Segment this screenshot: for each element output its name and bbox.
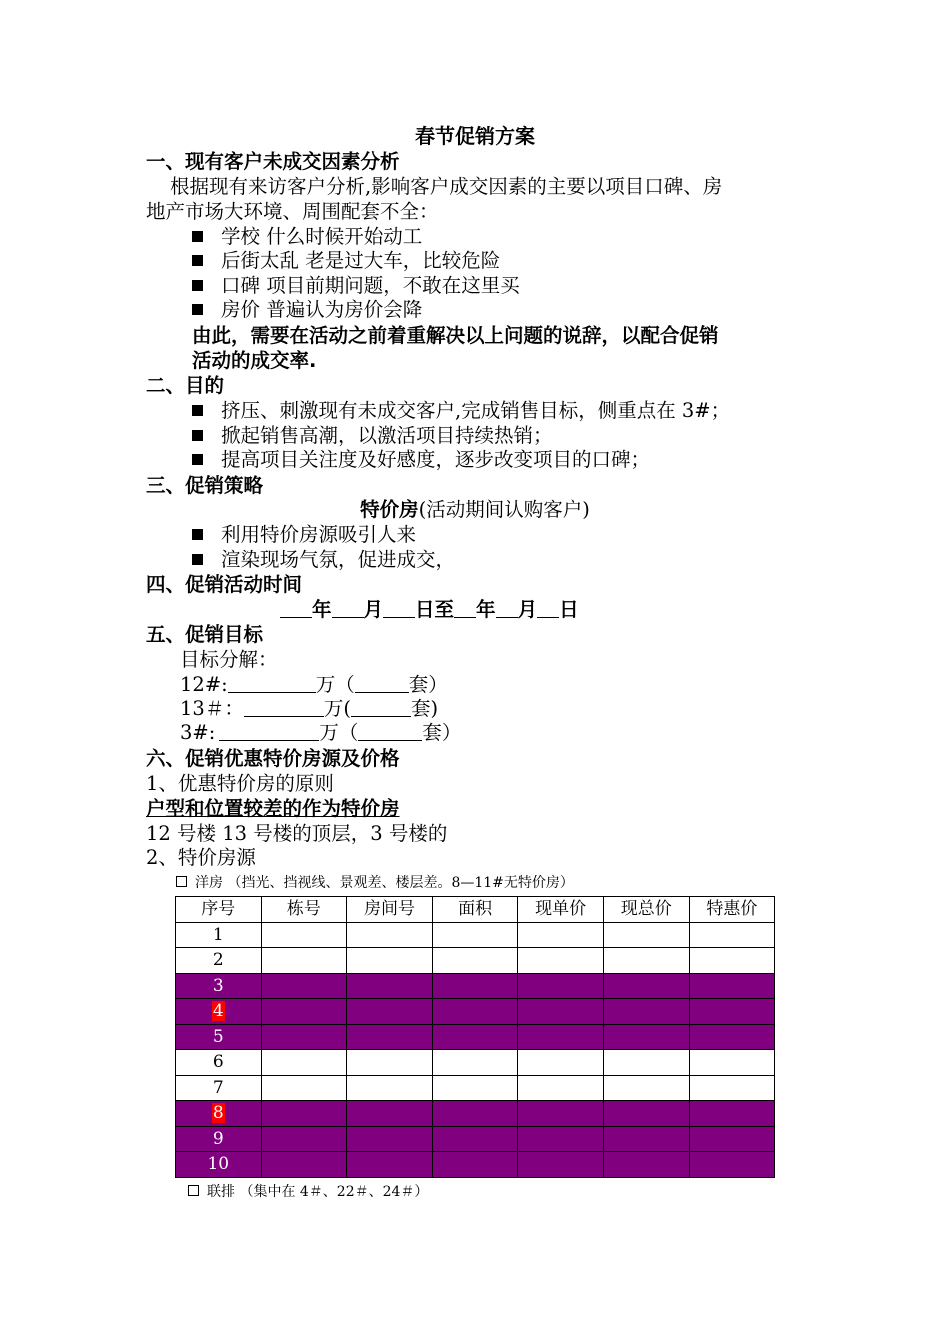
section-2-bullet: 挤压、刺激现有未成交客户,完成销售目标，侧重点在 3#； [192, 399, 730, 423]
row-number [176, 1101, 262, 1127]
section-3-heading: 三、促销策略 [146, 474, 264, 497]
bullet-square-icon [192, 405, 203, 416]
table-cell[interactable] [689, 1024, 775, 1050]
row-number: 9 [176, 1126, 262, 1152]
table-cell[interactable] [261, 999, 347, 1025]
table-cell[interactable] [603, 1050, 689, 1076]
table-header-cell: 序号 [176, 897, 262, 923]
table-cell[interactable] [432, 1075, 518, 1101]
table-row [176, 922, 775, 948]
table-cell[interactable] [432, 948, 518, 974]
row-number: 3 [176, 973, 262, 999]
table-header-cell: 栋号 [261, 897, 347, 923]
section-1-conclusion-line-2: 活动的成交率. [192, 349, 317, 372]
table-cell[interactable] [689, 1126, 775, 1152]
table-cell[interactable] [603, 1024, 689, 1050]
table-cell[interactable] [689, 973, 775, 999]
activity-date-range: 年 月 日至 年 月 日 [280, 598, 579, 622]
table-cell[interactable] [261, 1075, 347, 1101]
table-cell[interactable] [518, 1152, 604, 1178]
bullet-square-icon [192, 554, 203, 565]
row-number: 6 [176, 1050, 262, 1076]
bullet-square-icon [192, 454, 203, 465]
target-12-units-blank[interactable] [355, 673, 409, 693]
table-cell[interactable] [347, 999, 433, 1025]
table-row [176, 948, 775, 974]
section-2-bullet: 掀起销售高潮，以激活项目持续热销； [192, 424, 553, 448]
table-cell[interactable] [261, 973, 347, 999]
section-1-bullet: 口碑 项目前期问题，不敢在这里买 [192, 274, 520, 298]
bullet-square-icon [192, 280, 203, 291]
table-cell[interactable] [518, 1101, 604, 1127]
table-cell[interactable] [432, 1024, 518, 1050]
table-cell[interactable] [261, 1101, 347, 1127]
table-cell[interactable] [432, 1101, 518, 1127]
table-cell[interactable] [261, 948, 347, 974]
checkbox-icon[interactable] [188, 1185, 199, 1196]
table-row-highlighted [176, 999, 775, 1025]
table-row-highlighted [176, 973, 775, 999]
row-number: 10 [176, 1152, 262, 1178]
red-marked-number: 4 [212, 1001, 224, 1022]
section-3-subtitle: 特价房(活动期间认购客户) [360, 498, 590, 521]
bullet-square-icon [192, 231, 203, 242]
table-header-cell: 房间号 [347, 897, 433, 923]
month-end-blank[interactable] [496, 598, 518, 618]
section-5-heading: 五、促销目标 [146, 623, 264, 646]
month-start-blank[interactable] [332, 598, 364, 618]
section-2-bullet: 提高项目关注度及好感度，逐步改变项目的口碑； [192, 448, 650, 472]
section-6-scope: 12 号楼 13 号楼的顶层，3 号楼的 [146, 822, 448, 845]
table-cell[interactable] [689, 1075, 775, 1101]
table-cell[interactable] [347, 1101, 433, 1127]
target-row-13: 13＃： 万( 套) [180, 697, 439, 720]
villa-note: 洋房 （挡光、挡视线、景观差、楼层差。8—11#无特价房） [176, 873, 574, 893]
table-header-cell: 现总价 [603, 897, 689, 923]
table-row-highlighted [176, 1024, 775, 1050]
row-number [176, 999, 262, 1025]
target-3-units-blank[interactable] [358, 721, 422, 741]
table-cell[interactable] [432, 973, 518, 999]
table-row-highlighted [176, 1126, 775, 1152]
table-cell[interactable] [689, 1050, 775, 1076]
table-cell[interactable] [603, 999, 689, 1025]
table-cell[interactable] [518, 1126, 604, 1152]
table-cell[interactable] [432, 922, 518, 948]
table-cell[interactable] [432, 999, 518, 1025]
table-header-cell: 现单价 [518, 897, 604, 923]
checkbox-icon[interactable] [176, 876, 187, 887]
table-cell[interactable] [261, 1126, 347, 1152]
day-start-blank[interactable] [383, 598, 415, 618]
table-cell[interactable] [603, 1126, 689, 1152]
table-cell[interactable] [261, 922, 347, 948]
table-row [176, 1075, 775, 1101]
table-cell[interactable] [347, 922, 433, 948]
table-cell[interactable] [518, 973, 604, 999]
table-cell[interactable] [347, 1050, 433, 1076]
table-header-row [176, 897, 775, 923]
table-cell[interactable] [603, 1075, 689, 1101]
year-end-blank[interactable] [454, 598, 476, 618]
section-3-bullet: 渲染现场气氛，促进成交， [192, 548, 455, 572]
section-6-item-1: 1、优惠特价房的原则 [146, 772, 334, 795]
table-cell[interactable] [432, 1152, 518, 1178]
page-title: 春节促销方案 [415, 124, 535, 148]
target-12-amount-blank[interactable] [228, 673, 316, 693]
year-start-blank[interactable] [280, 598, 312, 618]
townhouse-note: 联排 （集中在 4＃、22＃、24＃） [188, 1182, 428, 1202]
target-13-amount-blank[interactable] [244, 697, 324, 717]
table-cell[interactable] [518, 948, 604, 974]
table-cell[interactable] [518, 1075, 604, 1101]
section-4-heading: 四、促销活动时间 [146, 573, 303, 596]
table-cell[interactable] [347, 1024, 433, 1050]
section-2-heading: 二、目的 [146, 374, 225, 397]
section-1-bullet: 后街太乱 老是过大车，比较危险 [192, 249, 500, 273]
section-3-bullet: 利用特价房源吸引人来 [192, 523, 416, 547]
section-1-conclusion-line-1: 由此，需要在活动之前着重解决以上问题的说辞，以配合促销 [192, 324, 719, 347]
section-1-heading: 一、现有客户未成交因素分析 [146, 150, 400, 173]
table-cell[interactable] [261, 1050, 347, 1076]
table-row-highlighted [176, 1152, 775, 1178]
bullet-square-icon [192, 255, 203, 266]
table-cell[interactable] [261, 1152, 347, 1178]
section-6-heading: 六、促销优惠特价房源及价格 [146, 747, 400, 770]
table-cell[interactable] [603, 1101, 689, 1127]
table-cell[interactable] [347, 1126, 433, 1152]
table-cell[interactable] [347, 948, 433, 974]
section-1-intro-line-1: 根据现有来访客户分析,影响客户成交因素的主要以项目口碑、房 [170, 175, 723, 198]
table-row-highlighted [176, 1101, 775, 1127]
day-end-blank[interactable] [537, 598, 559, 618]
table-header-cell: 特惠价 [689, 897, 775, 923]
table-cell[interactable] [689, 922, 775, 948]
red-marked-number: 8 [212, 1103, 224, 1124]
table-cell[interactable] [518, 1050, 604, 1076]
table-cell[interactable] [347, 973, 433, 999]
table-cell[interactable] [689, 948, 775, 974]
table-header-cell: 面积 [432, 897, 518, 923]
table-cell[interactable] [603, 1152, 689, 1178]
bullet-square-icon [192, 304, 203, 315]
table-cell[interactable] [689, 1152, 775, 1178]
row-number: 2 [176, 948, 262, 974]
target-13-units-blank[interactable] [351, 697, 411, 717]
table-row [176, 1050, 775, 1076]
section-1-intro-line-2: 地产市场大环境、周围配套不全： [146, 200, 439, 223]
table-cell[interactable] [518, 922, 604, 948]
table-cell[interactable] [518, 999, 604, 1025]
target-decomposition-label: 目标分解： [180, 648, 278, 671]
table-cell[interactable] [432, 1050, 518, 1076]
special-price-table [175, 896, 775, 1178]
table-cell[interactable] [603, 922, 689, 948]
row-number: 5 [176, 1024, 262, 1050]
table-cell[interactable] [518, 1024, 604, 1050]
table-cell[interactable] [689, 999, 775, 1025]
row-number: 7 [176, 1075, 262, 1101]
table-cell[interactable] [689, 1101, 775, 1127]
section-6-item-2: 2、特价房源 [146, 846, 256, 869]
table-cell[interactable] [603, 973, 689, 999]
section-1-bullet: 房价 普遍认为房价会降 [192, 298, 422, 322]
table-cell[interactable] [432, 1126, 518, 1152]
bullet-square-icon [192, 430, 203, 441]
table-cell[interactable] [347, 1075, 433, 1101]
row-number: 1 [176, 922, 262, 948]
table-cell[interactable] [261, 1024, 347, 1050]
bullet-square-icon [192, 529, 203, 540]
table-cell[interactable] [347, 1152, 433, 1178]
target-row-12: 12#: 万（ 套） [180, 673, 448, 696]
table-cell[interactable] [603, 948, 689, 974]
section-6-principle: 户型和位置较差的作为特价房 [146, 797, 400, 820]
target-3-amount-blank[interactable] [219, 721, 319, 741]
section-1-bullet: 学校 什么时候开始动工 [192, 225, 422, 249]
target-row-3: 3#: 万（ 套） [180, 721, 462, 744]
